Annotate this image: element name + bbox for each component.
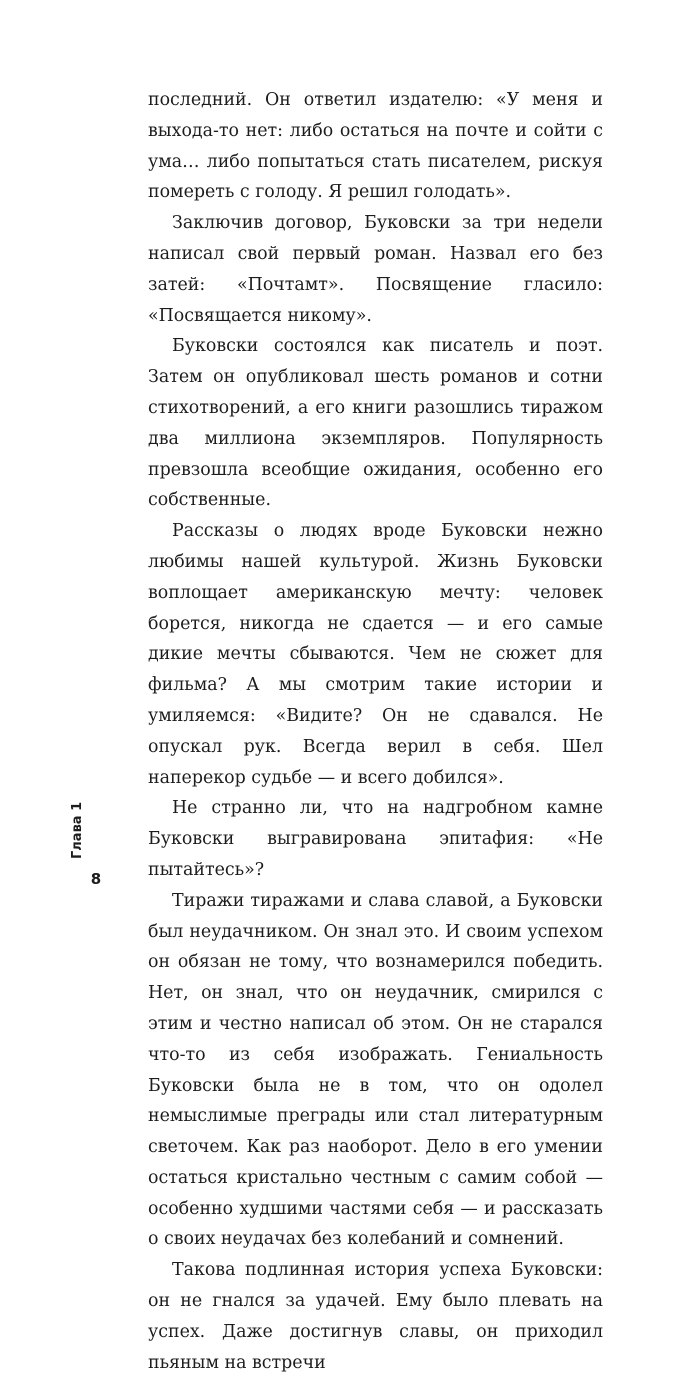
paragraph-american-dream: Рассказы о людях вроде Буковски нежно любимы нашей культурой. Жизнь Буковски воплощает американскую мечту: человек борется, никогда не сдается — и его самые дикие мечты сбываются. Чем не сюжет для фильма? А мы смотрим такие истории и умиляемся: «Видите? Он не сдавался. Не опускал рук. Всегда верил в себя. Шел наперекор судьбе — и всего добился». bbox=[148, 521, 603, 788]
paragraph-true-story: Такова подлинная история успеха Буковски: он не гнался за удачей. Ему было плевать на успех. Даже достигнув славы, он приходил пьяным на встречи bbox=[148, 1260, 603, 1373]
paragraph-epitaph: Не странно ли, что на надгробном камне Буковски выгравирована эпитафия: «Не пытайтесь»? bbox=[148, 798, 603, 880]
paragraph-failure: Тиражи тиражами и слава славой, а Буковски был неудачником. Он знал это. И своим успехом он обязан не тому, что вознамерился победить. Нет, он знал, что он неудачник, смирился с этим и честно написал об этом. Он не старался что-то из себя изображать. Гениальность Буковски была не в том, что он одолел немыслимые преграды или стал литературным светочем. Как раз наоборот. Дело в его умении остаться кристально честным с самим собой — особенно худшими частями себя — и рассказать о своих неудачах без колебаний и сомнений. bbox=[148, 890, 603, 1250]
paragraph-continuation: последний. Он ответил издателю: «У меня и выхода-то нет: либо остаться на почте и сойти с ума… либо попытаться стать писателем, рискуя помереть с голоду. Я решил голодать». bbox=[148, 90, 603, 203]
body-text bbox=[148, 85, 603, 1378]
page-number: 8 bbox=[90, 870, 102, 888]
paragraph-contract: Заключив договор, Буковски за три недели написал свой первый роман. Назвал его без затей: «Почтамт». Посвящение гласило: «Посвящается никому». bbox=[148, 213, 603, 326]
chapter-running-head: Глава 1 bbox=[70, 801, 85, 859]
paragraph-career: Буковски состоялся как писатель и поэт. Затем он опубликовал шесть романов и сотни стихотворений, а его книги разошлись тиражом два миллиона экземпляров. Популярность превзошла всеобщие ожидания, особенно его собственные. bbox=[148, 336, 603, 511]
